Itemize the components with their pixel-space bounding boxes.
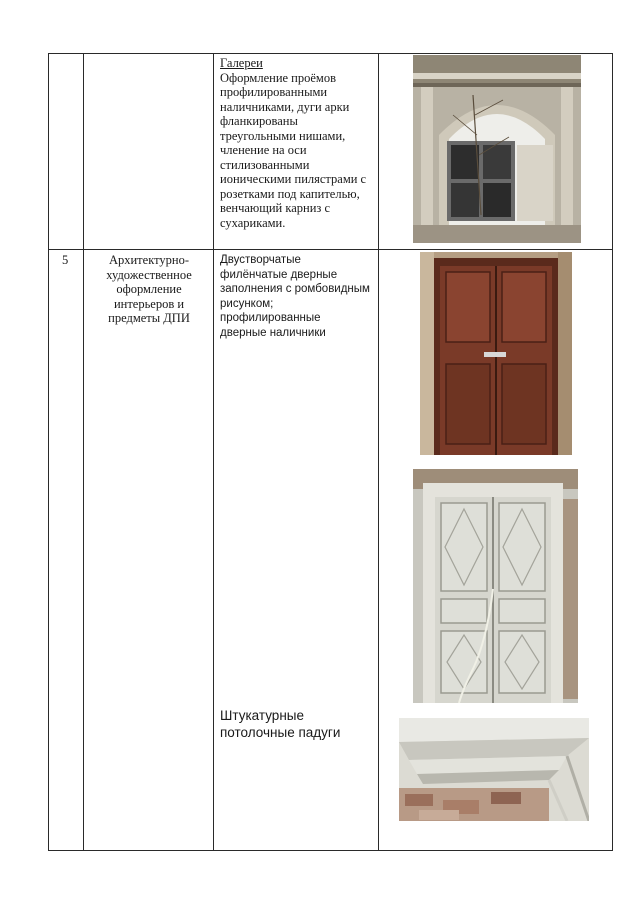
- column-divider-2: [213, 53, 214, 851]
- wooden-door-photo: [420, 252, 572, 455]
- row1-description-block: [220, 56, 376, 230]
- row2-number: 5: [62, 253, 69, 267]
- table-right-border: [612, 53, 613, 851]
- gallery-facade-photo: [413, 55, 581, 243]
- row2-category: Архитектурно-художественное оформление интерьеров и предметы ДПИ: [106, 253, 192, 325]
- table-bottom-border: [48, 850, 613, 851]
- table-left-border: [48, 53, 49, 851]
- column-divider-1: [83, 53, 84, 851]
- column-divider-3: [378, 53, 379, 851]
- row-divider: [48, 249, 613, 250]
- painted-door-photo: [413, 469, 578, 703]
- row1-heading: Галереи: [220, 56, 263, 70]
- ceiling-cornice-photo: [399, 718, 589, 821]
- row2-doors-description: Двустворчатые филёнчатые дверные заполнения с ромбовидным рисунком; профилированные дверные наличники: [220, 254, 370, 339]
- table-top-border: [48, 53, 613, 54]
- row2-ceiling-description: Штукатурные потолочные падуги: [220, 708, 341, 740]
- row1-description: Оформление проёмов профилированными наличниками, дуги арки фланкированы треугольными нишами, членение на оси стилизованными ионическими пилястрами с розетками под капителью, венчающий карниз с сухариками.: [220, 70, 367, 230]
